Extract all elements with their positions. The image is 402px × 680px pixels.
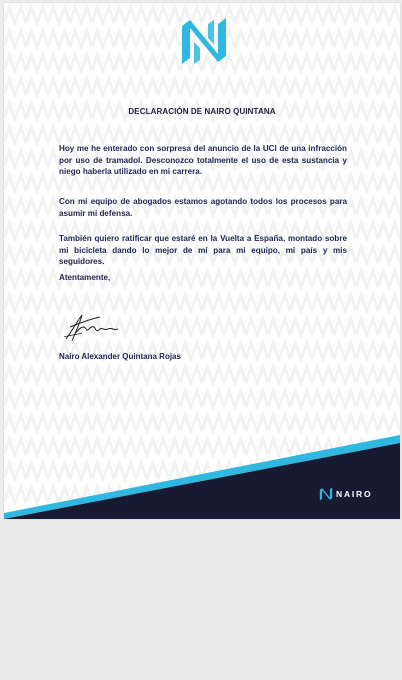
footer-brand [319,487,372,501]
letter-page [4,3,400,519]
handwritten-signature [62,309,122,345]
document-title: DECLARACIÓN DE NAIRO QUINTANA [128,107,276,116]
paragraph-1: Hoy me he enterado con sorpresa del anuncio de la UCI de una infracción por uso de tramadol. Desconozco totalmente el uso de esta sustancia y niego haberla utilizado en mi carrera. [59,144,347,176]
nairo-n-logo-icon [319,487,333,501]
signer-name: Nairo Alexander Quintana Rojas [59,352,181,361]
paragraph-3: También quiero ratificar que estaré en la Vuelta a España, montado sobre mi bicicleta dando lo mejor de mí para mi equipo, mi país y mis seguidores. [59,234,347,266]
brand-name: NAIRO [336,489,373,499]
paragraph-2: Con mi equipo de abogados estamos agotando todos los procesos para asumir mi defensa. [59,197,347,218]
closing-salutation: Atentamente, [59,273,111,282]
footer-band [4,433,400,519]
nairo-n-logo-icon [180,16,228,66]
